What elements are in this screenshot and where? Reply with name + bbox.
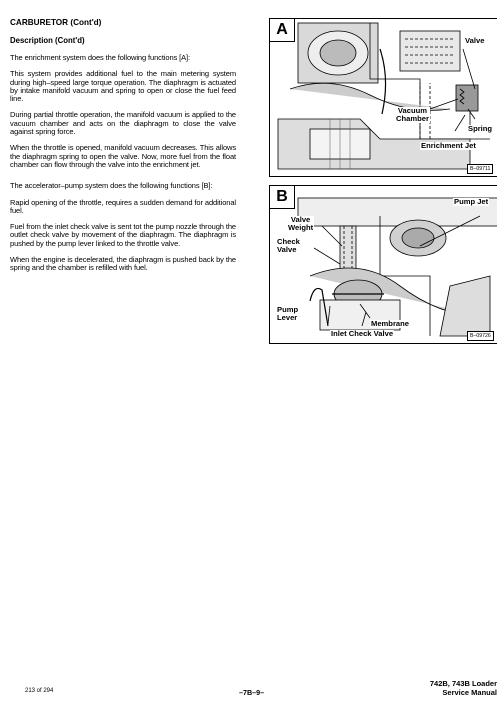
label-valve-weight: Valve Weight: [288, 215, 314, 232]
page-number: –7B–9–: [239, 688, 265, 697]
label-enrichment-jet: Enrichment Jet: [421, 141, 476, 150]
model-name: 742B, 743B Loader: [429, 679, 497, 688]
figure-a-letter: A: [270, 19, 295, 42]
figure-a-illustration: [270, 19, 497, 176]
figure-b-letter: B: [270, 186, 295, 209]
label-pump-jet: Pump Jet: [454, 197, 489, 206]
figure-a-enrichment-system: [269, 18, 497, 177]
label-vacuum-chamber: Vacuum Chamber: [396, 106, 429, 123]
paragraph-throttle-opened: When the throttle is opened, manifold vacuum decreases. This allows the diaphragm spring to open the valve. Now, more fuel from the float chamber can flow through the valve into the enrichment jet.: [10, 143, 236, 169]
label-spring: Spring: [468, 124, 493, 133]
label-pump-lever: Pump Lever: [277, 305, 299, 322]
paragraph-deceleration: When the engine is decelerated, the diaphragm is pushed back by the spring and the chamber is refilled with fuel.: [10, 255, 236, 273]
label-membrane: Membrane: [371, 319, 409, 328]
figure-b-reference: B–09726: [467, 331, 494, 341]
paragraph-fuel-inlet: Fuel from the inlet check valve is sent tot the pump nozzle through the outlet check valve by movement of the diaphragm. The diaphragm is pushed by the pump lever linked to the throttle valve.: [10, 222, 236, 248]
paragraph-rapid-opening: Rapid opening of the throttle, requires a sudden demand for additional fuel.: [10, 197, 236, 215]
manual-title-block: [430, 679, 497, 697]
figure-b-accelerator-pump-system: [269, 185, 497, 344]
paragraph-enrichment-purpose: This system provides additional fuel to the main metering system during high–speed large torque operation. The diaphragm is actuated by intake manifold vacuum and spring to open or close the fuel feed line.: [10, 69, 236, 104]
text-column: [10, 18, 236, 281]
paragraph-accelerator-intro: The accelerator–pump system does the following functions [B]:: [10, 181, 213, 191]
label-inlet-check-valve: Inlet Check Valve: [331, 329, 394, 338]
label-valve: Valve: [465, 36, 485, 45]
label-check-valve: Check Valve: [277, 237, 300, 254]
section-subtitle: Description (Cont'd): [10, 36, 85, 45]
section-title: CARBURETOR (Cont'd): [10, 18, 102, 27]
figure-a-reference: B–09711: [467, 164, 493, 174]
manual-name: Service Manual: [442, 688, 497, 697]
paragraph-enrichment-intro: The enrichment system does the following functions [A]:: [10, 53, 191, 62]
paragraph-partial-throttle: During partial throttle operation, the manifold vacuum is applied to the vacuum chamber and acts on the diaphragm to close the valve against spring force.: [10, 110, 236, 137]
page-count: 213 of 294: [25, 688, 54, 694]
